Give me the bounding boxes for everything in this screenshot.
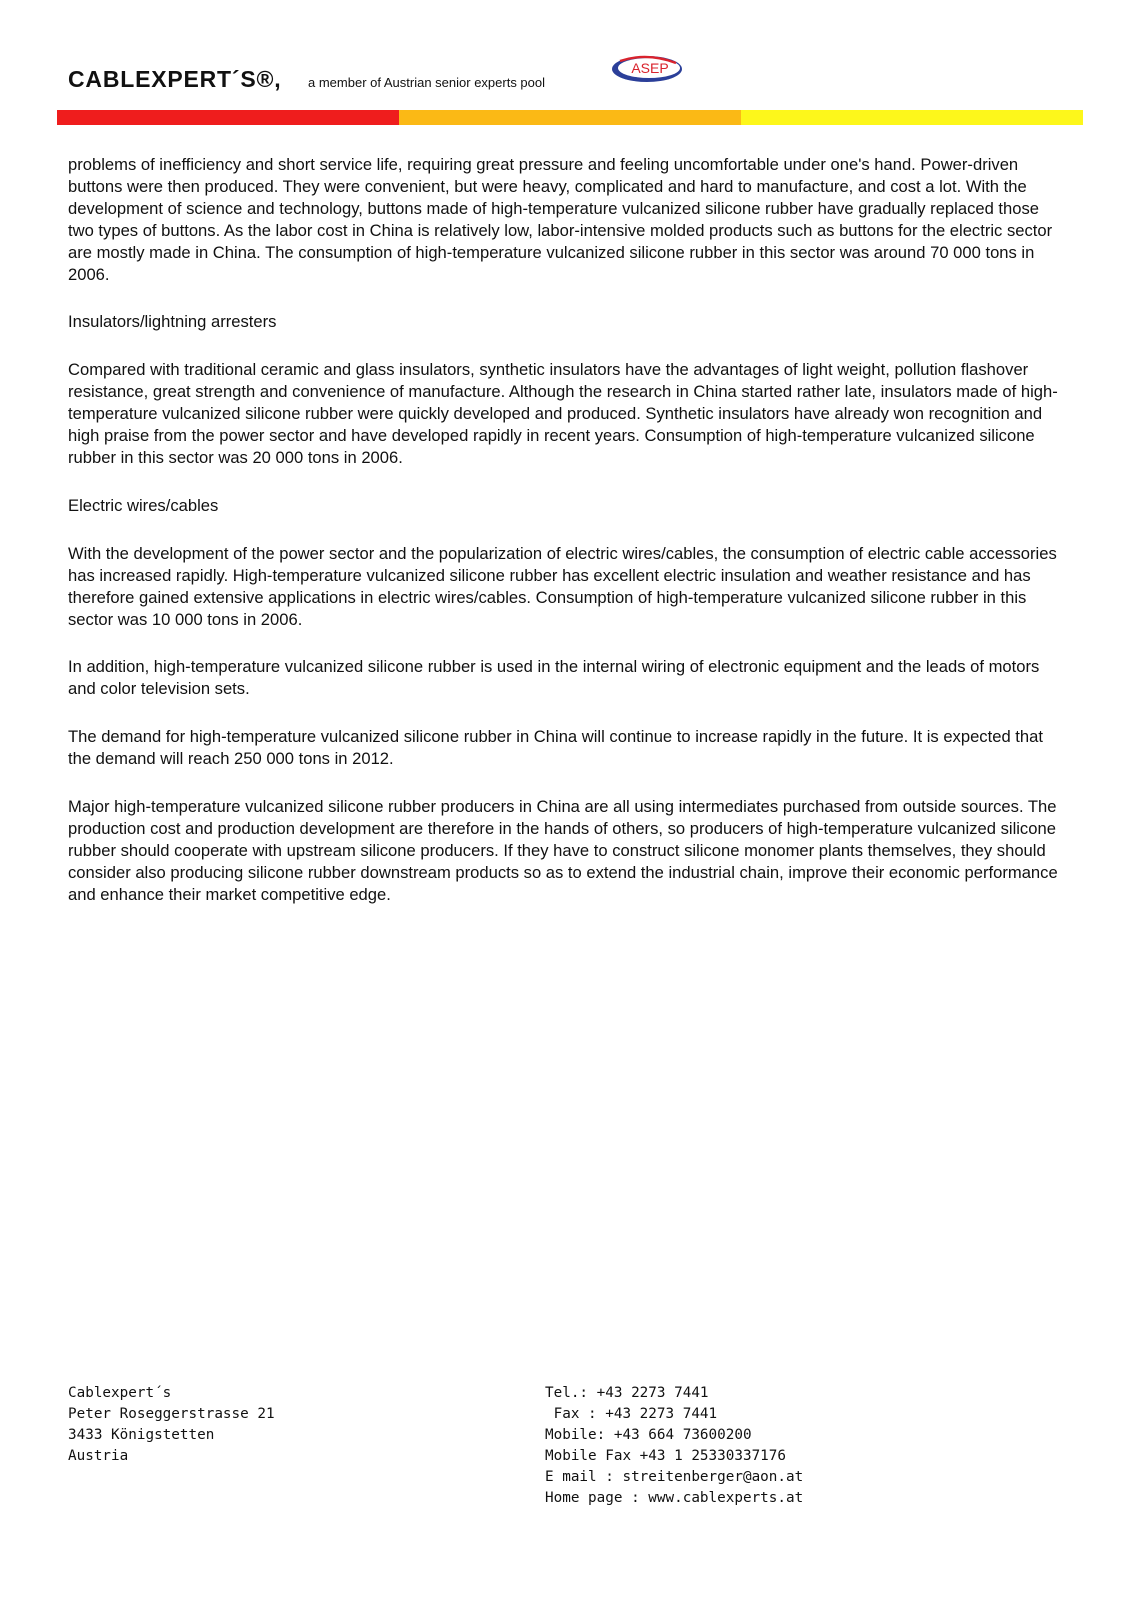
footer-homepage[interactable]: Home page : www.cablexperts.at <box>545 1490 804 1506</box>
heading-wires-cables: Electric wires/cables <box>68 495 219 515</box>
paragraph-demand: The demand for high-temperature vulcanized silicone rubber in China will continue to increase rapidly in the future. It is expected that the demand will reach 250 000 tons in 2012. <box>68 727 1043 769</box>
paragraph-internal-wiring: In addition, high-temperature vulcanized silicone rubber is used in the internal wiring of electronic equipment and the leads of motors and color television sets. <box>68 657 1040 699</box>
footer-mobile-fax: Mobile Fax +43 1 25330337176 <box>545 1448 787 1464</box>
footer-mobile: Mobile: +43 664 73600200 <box>545 1427 752 1443</box>
logo-text: ASEP <box>631 60 669 76</box>
stripe-orange <box>399 110 741 125</box>
footer-email[interactable]: E mail : streitenberger@aon.at <box>545 1469 804 1485</box>
brand-tagline: a member of Austrian senior experts pool <box>308 75 546 90</box>
brand-name: CABLEXPERT´S®, <box>68 66 282 92</box>
page-header <box>68 60 788 100</box>
footer-fax: Fax : +43 2273 7441 <box>545 1406 718 1422</box>
paragraph-producers: Major high-temperature vulcanized silicone rubber producers in China are all using intermediates purchased from outside sources. The production cost and production development are therefore in the hands of others, so producers of high-temperature vulcanized silicone rubber should cooperate with upstream silicone producers. If they have to construct silicone monomer plants themselves, they should consider also producing silicone rubber downstream products so as to extend the industrial chain, improve their economic performance and enhance their market competitive edge. <box>68 797 1058 904</box>
footer-address <box>68 1383 275 1467</box>
stripe-red <box>57 110 399 125</box>
footer-contact <box>545 1383 803 1509</box>
heading-insulators: Insulators/lightning arresters <box>68 312 277 332</box>
footer-street: Peter Roseggerstrasse 21 <box>68 1406 275 1422</box>
document-body <box>68 154 1068 932</box>
asep-logo-icon <box>610 54 684 84</box>
footer-country: Austria <box>68 1448 129 1464</box>
footer-company: Cablexpert´s <box>68 1385 172 1401</box>
footer-tel: Tel.: +43 2273 7441 <box>545 1385 709 1401</box>
paragraph-buttons: problems of inefficiency and short service life, requiring great pressure and feeling uncomfortable under one's hand. Power-driven buttons were then produced. They were convenient, but were heavy, complicated and hard to manufacture, and cost a lot. With the development of science and technology, buttons made of high-temperature vulcanized silicone rubber have gradually replaced those two types of buttons. As the labor cost in China is relatively low, labor-intensive molded products such as buttons for the electric sector are mostly made in China. The consumption of high-temperature vulcanized silicone rubber in this sector was around 70 000 tons in 2006. <box>68 155 1053 284</box>
footer-city: 3433 Königstetten <box>68 1427 215 1443</box>
paragraph-insulators: Compared with traditional ceramic and glass insulators, synthetic insulators have the advantages of light weight, pollution flashover resistance, great strength and convenience of manufacture. Although the research in China started rather late, insulators made of high-temperature vulcanized silicone rubber were quickly developed and produced. Synthetic insulators have already won recognition and high praise from the power sector and have developed rapidly in recent years. Consumption of high-temperature vulcanized silicone rubber in this sector was 20 000 tons in 2006. <box>68 360 1058 467</box>
stripe-yellow <box>741 110 1083 125</box>
paragraph-wires-cables: With the development of the power sector and the popularization of electric wires/cables, the consumption of electric cable accessories has increased rapidly. High-temperature vulcanized silicone rubber has excellent electric insulation and weather resistance and has therefore gained extensive applications in electric wires/cables. Consumption of high-temperature vulcanized silicone rubber in this sector was 10 000 tons in 2006. <box>68 543 1057 629</box>
